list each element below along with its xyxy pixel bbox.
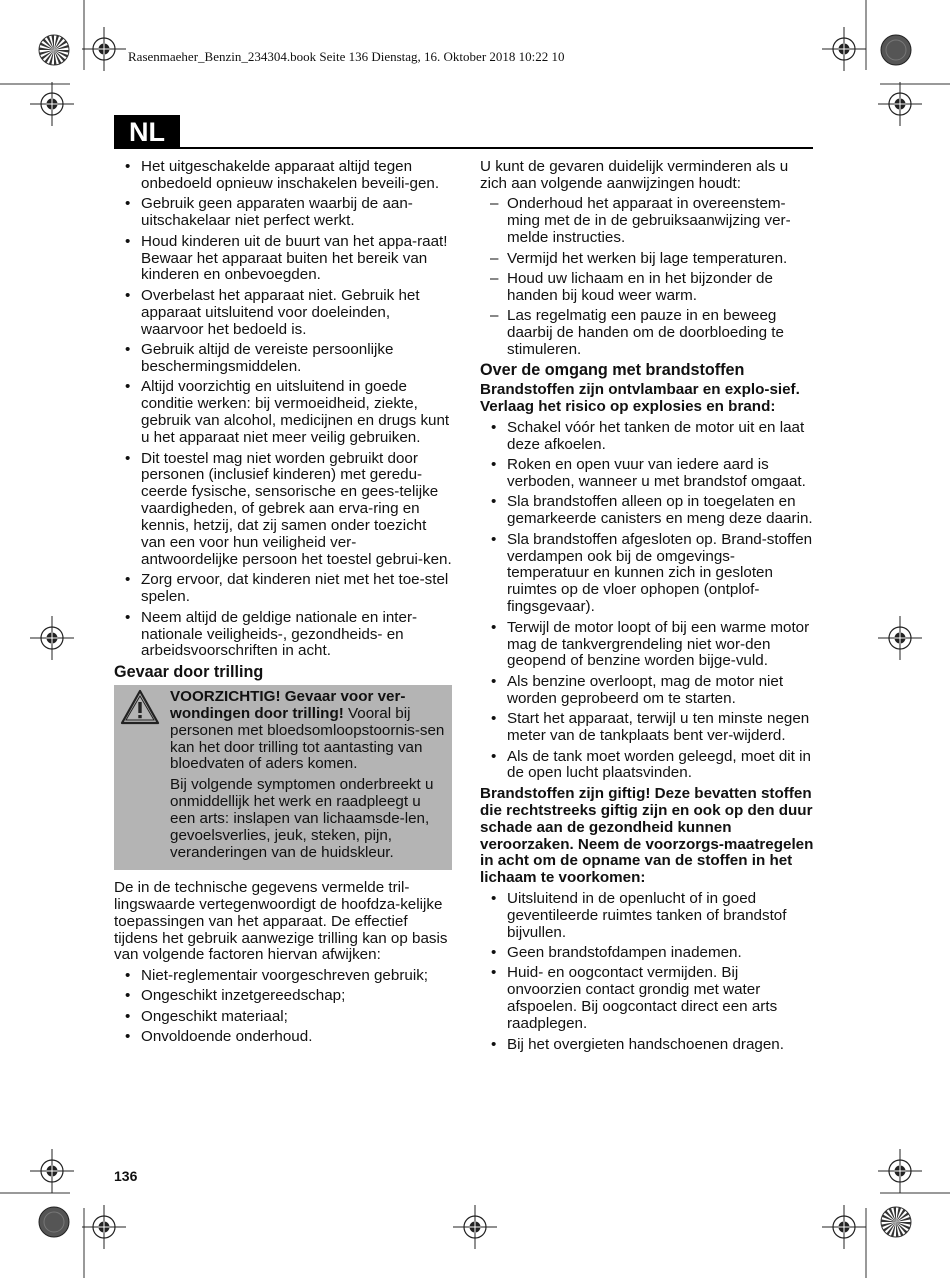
list-item: • Ongeschikt inzetgereedschap; bbox=[114, 988, 452, 1005]
page-number: 136 bbox=[114, 1168, 138, 1184]
section-heading-vibration: Gevaar door trilling bbox=[114, 662, 264, 681]
list-item: • Als de tank moet worden geleegd, moet dit in de open lucht plaatsvinden. bbox=[480, 749, 814, 783]
list-item: • Uitsluitend in de openlucht of in goed geventileerde ruimtes tanken of brandstof bijvullen. bbox=[480, 891, 814, 942]
list-item: • Roken en open vuur van iedere aard is verboden, wanneer u met brandstof omgaat. bbox=[480, 457, 814, 491]
gray-dot-target-icon bbox=[39, 1207, 69, 1237]
list-item: • Schakel vóór het tanken de motor uit en laat deze afkoelen. bbox=[480, 420, 814, 454]
list-item: • Bij het overgieten handschoenen dragen. bbox=[480, 1037, 814, 1054]
list-item: • Zorg ervoor, dat kinderen niet met het toe-stel spelen. bbox=[114, 572, 452, 606]
language-tab: NL bbox=[114, 115, 180, 149]
sunburst-target-icon bbox=[881, 1207, 911, 1237]
list-item: • Neem altijd de geldige nationale en inter-nationale veiligheids-, gezondheids- en arbeidsvoorschriften in acht. bbox=[114, 610, 452, 661]
list-item: • Start het apparaat, terwijl u ten minste negen meter van de tankplaats bent ver-wijderd. bbox=[480, 711, 814, 745]
registration-mark-icon bbox=[30, 616, 74, 660]
sunburst-target-icon bbox=[39, 35, 69, 65]
header-rule bbox=[180, 147, 813, 149]
caution-lead: VOORZICHTIG! Gevaar voor ver-wondingen door trilling! bbox=[170, 687, 406, 722]
list-item: – Vermijd het werken bij lage temperaturen. bbox=[480, 251, 814, 268]
left-column bbox=[114, 159, 452, 1050]
list-item: • Overbelast het apparaat niet. Gebruik het apparaat uitsluitend voor doeleinden, waarvoor het bedoeld is. bbox=[114, 288, 452, 339]
registration-mark-icon bbox=[822, 27, 866, 71]
section-heading-fuel: Over de omgang met brandstoffen bbox=[480, 361, 745, 380]
registration-mark-icon bbox=[82, 1205, 126, 1249]
caution-body: Vooral bij personen met bloedsomloopstoornis-sen kan het door trilling tot aantasting van bloedvaten of aders komen. bbox=[170, 704, 445, 773]
list-item: • Huid- en oogcontact vermijden. Bij onvoorzien contact grondig met water afspoelen. Bij oogcontact direct een arts raadplegen. bbox=[480, 965, 814, 1033]
vibration-paragraph: De in de technische gegevens vermelde tril-lingswaarde vertegenwoordigt de hoofdza-kelijke toepassingen van het apparaat. De effectief tijdens het gebruik aanwezige trilling kan op basis van volgende factoren hiervan afwijken: bbox=[114, 878, 448, 964]
registration-mark-icon bbox=[30, 1149, 74, 1193]
warning-triangle-icon bbox=[120, 689, 160, 725]
list-item: – Houd uw lichaam en in het bijzonder de handen bij koud weer warm. bbox=[480, 271, 814, 305]
list-item: • Niet-reglementair voorgeschreven gebruik; bbox=[114, 968, 452, 985]
list-item: • Altijd voorzichtig en uitsluitend in goede conditie werken: bij vermoeidheid, ziekte, gebruik van alcohol, medicijnen en drugs kunt u het apparaat niet meer veilig gebruiken. bbox=[114, 379, 452, 447]
registration-mark-icon bbox=[878, 1149, 922, 1193]
caution-text-1 bbox=[170, 689, 446, 774]
list-item: • Sla brandstoffen afgesloten op. Brand-stoffen verdampen ook bij de omgevings-temperatuur en kunnen zich in gesloten ruimtes op de vloer ophopen (ontplof-fingsgevaar). bbox=[480, 532, 814, 617]
fuel-safety-list bbox=[480, 420, 814, 783]
running-head: Rasenmaeher_Benzin_234304.book Seite 136 Dienstag, 16. Oktober 2018 10:22 10 bbox=[128, 49, 565, 64]
registration-mark-icon bbox=[453, 1205, 497, 1249]
toxic-warning: Brandstoffen zijn giftig! Deze bevatten stoffen die rechtstreeks giftig zijn en ook op den duur schade aan de gezondheid kunnen veroorzaken. Neem de voorzorgs-maatregelen in acht om de opname van de stoffen in het lichaam te voorkomen: bbox=[480, 784, 814, 887]
list-item: • Sla brandstoffen alleen op in toegelaten en gemarkeerde canisters en meng deze daarin. bbox=[480, 494, 814, 528]
safety-bullet-list bbox=[114, 159, 452, 660]
list-item: • Geen brandstofdampen inademen. bbox=[480, 945, 814, 962]
registration-mark-icon bbox=[82, 27, 126, 71]
list-item: • Gebruik altijd de vereiste persoonlijke beschermingsmiddelen. bbox=[114, 342, 452, 376]
vibration-factor-list bbox=[114, 968, 452, 1046]
registration-mark-icon bbox=[30, 82, 74, 126]
vibration-tips-list bbox=[480, 196, 814, 359]
gray-dot-target-icon bbox=[881, 35, 911, 65]
explosive-warning: Brandstoffen zijn ontvlambaar en explo-sief. Verlaag het risico op explosies en brand: bbox=[480, 381, 800, 416]
list-item: • Terwijl de motor loopt of bij een warme motor mag de tankvergrendeling niet wor-den geopend of benzine worden bijge-vuld. bbox=[480, 620, 814, 671]
registration-mark-icon bbox=[878, 616, 922, 660]
intro-paragraph: U kunt de gevaren duidelijk verminderen als u zich aan volgende aanwijzingen houdt: bbox=[480, 158, 789, 192]
registration-mark-icon bbox=[878, 82, 922, 126]
list-item: • Het uitgeschakelde apparaat altijd tegen onbedoeld opnieuw inschakelen beveili-gen. bbox=[114, 159, 452, 193]
registration-mark-icon bbox=[822, 1205, 866, 1249]
list-item: • Ongeschikt materiaal; bbox=[114, 1009, 452, 1026]
list-item: • Als benzine overloopt, mag de motor niet worden geprobeerd om te starten. bbox=[480, 674, 814, 708]
list-item: – Onderhoud het apparaat in overeenstem-ming met de in de gebruiksaanwijzing ver-melde instructies. bbox=[480, 196, 814, 247]
list-item: • Gebruik geen apparaten waarbij de aan-uitschakelaar niet perfect werkt. bbox=[114, 196, 452, 230]
right-column bbox=[480, 159, 814, 1057]
caution-box bbox=[114, 685, 452, 870]
list-item: • Dit toestel mag niet worden gebruikt door personen (inclusief kinderen) met geredu-ceerde fysische, sensorische en gees-telijke vaardigheden, of gebrek aan erva-ring en kennis, hetzij, dat zij samen onder toezicht van een voor hun veiligheid ver-antwoordelijke persoon het toestel gebrui-ken. bbox=[114, 451, 452, 569]
caution-text-2: Bij volgende symptomen onderbreekt u onmiddellijk het werk en raadpleegt u een arts: inslapen van lichaamsde-len, gevoelsverlies, jeuk, steken, pijn, veranderingen van de huidskleur. bbox=[170, 776, 434, 861]
list-item: – Las regelmatig een pauze in en beweeg daarbij de handen om de doorbloeding te stimuleren. bbox=[480, 308, 814, 359]
toxic-precaution-list bbox=[480, 891, 814, 1054]
list-item: • Onvoldoende onderhoud. bbox=[114, 1029, 452, 1046]
list-item: • Houd kinderen uit de buurt van het appa-raat! Bewaar het apparaat buiten het bereik van kinderen en onbevoegden. bbox=[114, 234, 452, 285]
